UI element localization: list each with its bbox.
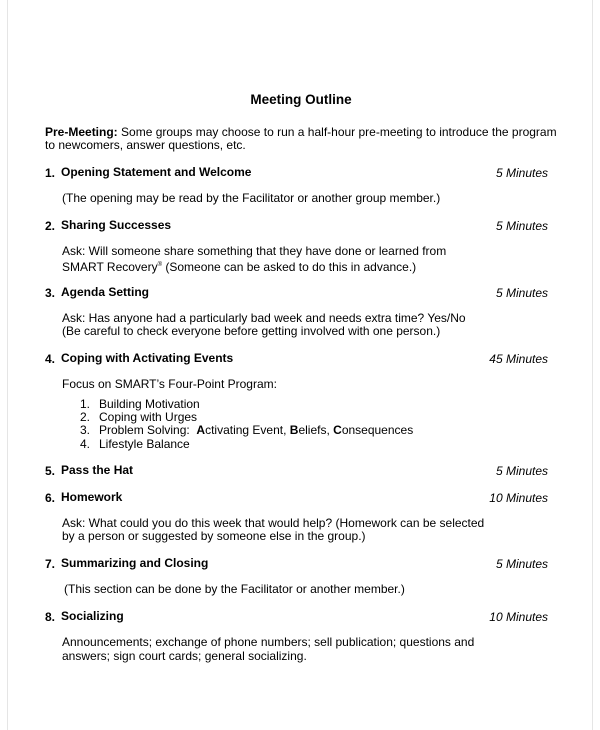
abc-letter-c: C	[333, 423, 342, 437]
section-7-description: (This section can be done by the Facilitator or another member.)	[64, 582, 405, 596]
section-2-number: 2.	[45, 219, 56, 233]
point-4-number: 4.	[80, 437, 91, 451]
document-page	[7, 0, 593, 730]
point-4-text: Lifestyle Balance	[99, 437, 190, 451]
problem-solving-label: Problem Solving:	[99, 423, 197, 437]
section-5-number: 5.	[45, 464, 56, 478]
section-3-duration: 5 Minutes	[495, 286, 548, 300]
section-8-description-line-1: Announcements; exchange of phone numbers; sell publication; questions and	[62, 635, 475, 649]
section-2-advance-note: (Someone can be asked to do this in advance.)	[162, 260, 417, 274]
section-6-description-line-1: Ask: What could you do this week that would help? (Homework can be selected	[62, 516, 485, 530]
pre-meeting-text-line-2: to newcomers, answer questions, etc.	[45, 138, 246, 152]
section-2-description-line-1: Ask: Will someone share something that they have done or learned from	[62, 244, 447, 258]
section-2-duration: 5 Minutes	[495, 219, 548, 233]
point-2-text: Coping with Urges	[99, 410, 198, 424]
abc-word-a: ctivating Event,	[205, 423, 290, 437]
registered-mark: ®	[157, 262, 163, 268]
smart-recovery-text: SMART Recovery	[62, 260, 158, 274]
point-1-number: 1.	[80, 397, 91, 411]
point-1-text: Building Motivation	[99, 397, 200, 411]
section-7-duration: 5 Minutes	[495, 557, 548, 571]
section-3-description-line-2: (Be careful to check everyone before getting involved with one person.)	[62, 324, 441, 338]
section-3-number: 3.	[45, 286, 56, 300]
section-5-duration: 5 Minutes	[495, 464, 548, 478]
point-3-text	[99, 424, 413, 438]
abc-letter-b: B	[289, 423, 299, 437]
section-6-duration: 10 Minutes	[489, 491, 548, 505]
section-2-description-line-2	[62, 259, 416, 275]
section-4-duration: 45 Minutes	[489, 352, 548, 366]
point-2-number: 2.	[80, 410, 91, 424]
section-3-description-line-1: Ask: Has anyone had a particularly bad week and needs extra time? Yes/No	[62, 311, 466, 325]
section-2-heading: Sharing Successes	[61, 218, 172, 232]
section-6-description-line-2: by a person or suggested by someone else in the group.)	[62, 529, 366, 543]
section-1-number: 1.	[45, 166, 56, 180]
abc-word-c: onsequences	[341, 423, 414, 437]
section-7-heading: Summarizing and Closing	[61, 556, 209, 570]
section-1-heading: Opening Statement and Welcome	[61, 165, 252, 179]
pre-meeting-label: Pre-Meeting:	[45, 125, 118, 139]
section-5-heading: Pass the Hat	[61, 463, 134, 477]
section-4-intro: Focus on SMART’s Four-Point Program:	[62, 377, 277, 391]
section-4-number: 4.	[45, 352, 56, 366]
section-8-description-line-2: answers; sign court cards; general socializing.	[62, 649, 307, 663]
section-8-heading: Socializing	[61, 609, 124, 623]
section-7-number: 7.	[45, 557, 56, 571]
section-1-duration: 5 Minutes	[495, 166, 548, 180]
page-title: Meeting Outline	[250, 92, 352, 107]
point-3-number: 3.	[80, 423, 91, 437]
abc-word-b: eliefs,	[298, 423, 334, 437]
section-3-heading: Agenda Setting	[61, 285, 150, 299]
section-6-number: 6.	[45, 491, 56, 505]
section-4-heading: Coping with Activating Events	[61, 351, 234, 365]
abc-letter-a: A	[196, 423, 206, 437]
section-8-duration: 10 Minutes	[489, 610, 548, 624]
section-6-heading: Homework	[61, 490, 123, 504]
pre-meeting-text-line-1: Some groups may choose to run a half-hour pre-meeting to introduce the program	[121, 125, 557, 139]
section-1-description: (The opening may be read by the Facilitator or another group member.)	[62, 191, 441, 205]
section-8-number: 8.	[45, 610, 56, 624]
